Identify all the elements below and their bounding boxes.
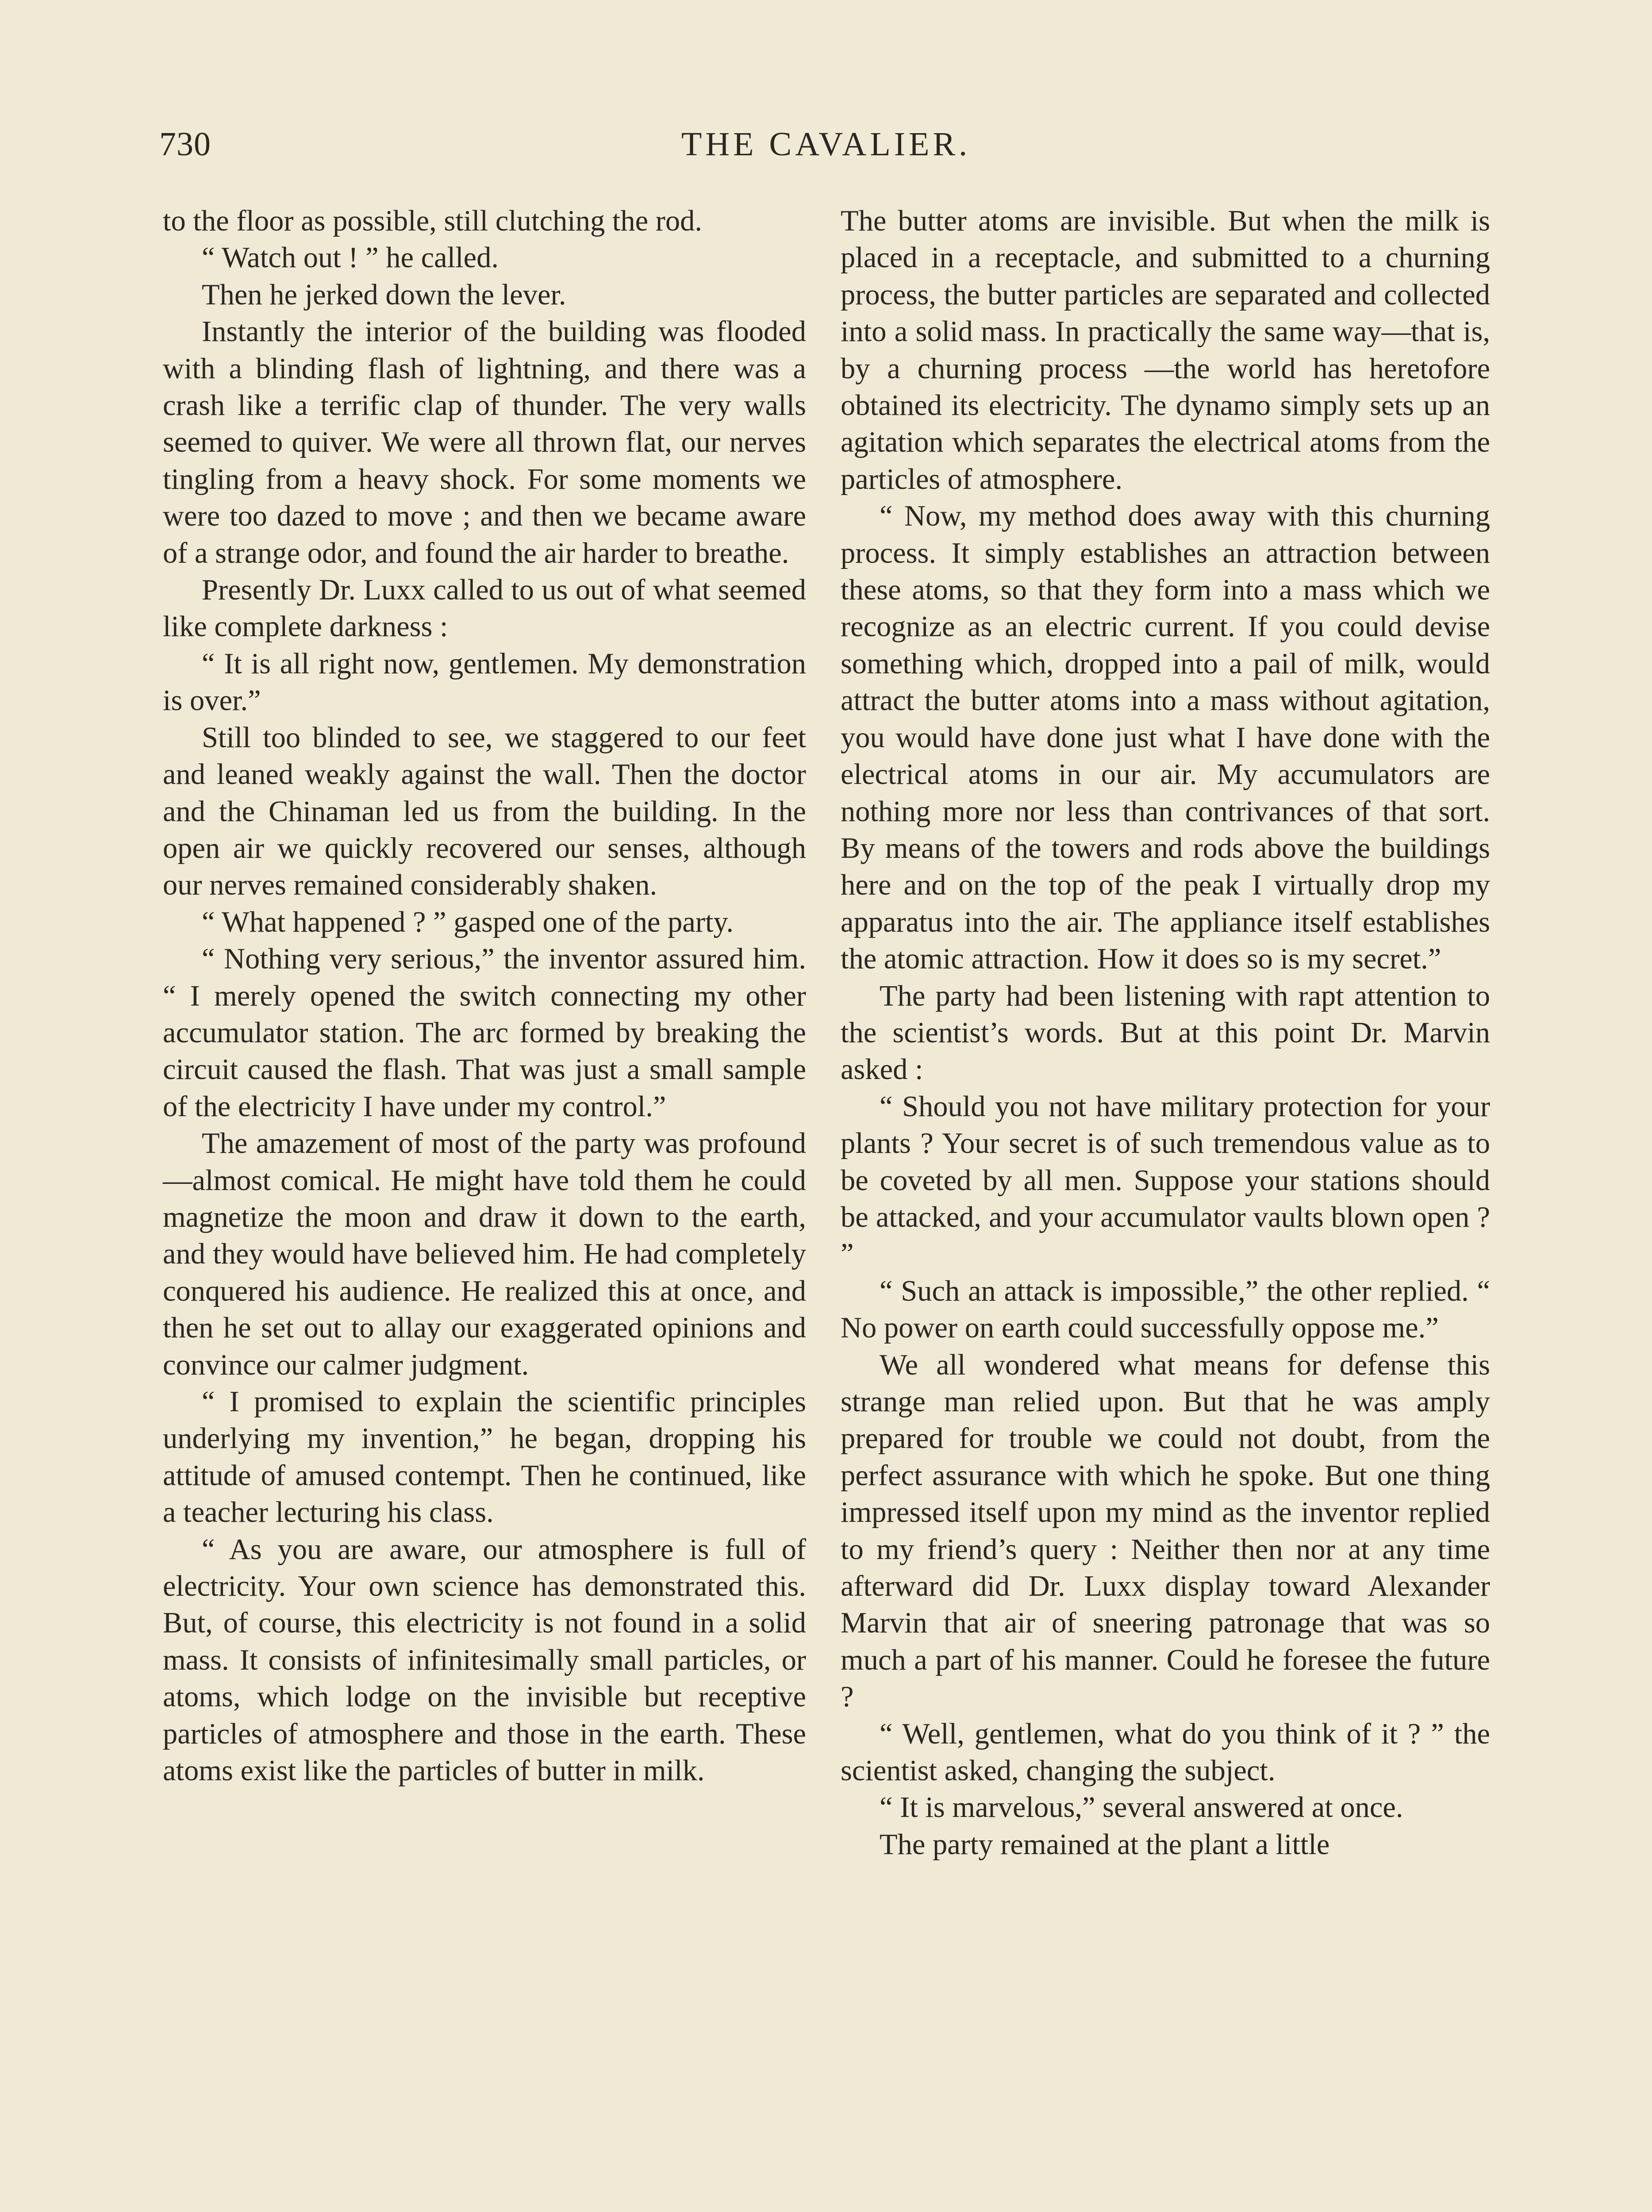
right-column [841, 203, 1490, 1863]
paragraph: to the floor as possible, still clutching the rod. [163, 205, 702, 237]
paragraph: “ Well, gentlemen, what do you think of it ? ” the scientist asked, changing the subject. [841, 1717, 1490, 1787]
paragraph: “ Such an attack is impossible,” the other replied. “ No power on earth could successfully oppose me.” [841, 1275, 1490, 1344]
paragraph: “ Nothing very serious,” the inventor assured him. “ I merely opened the switch connecting my other accumulator station. The arc formed by breaking the circuit caused the flash. That was just a small sample of the electricity I have under my control.” [163, 943, 806, 1123]
running-title: THE CAVALIER. [681, 126, 971, 163]
paragraph: Presently Dr. Luxx called to us out of what seemed like complete darkness : [163, 574, 806, 643]
paragraph: “ I promised to explain the scientific principles underlying my invention,” he began, dropping his attitude of amused contempt. Then he continued, like a teacher lecturing his class. [163, 1386, 806, 1529]
paragraph: “ Should you not have military protection for your plants ? Your secret is of such tremendous value as to be coveted by all men. Suppose your stations should be attacked, and your accumulator vaults blown open ? ” [841, 1090, 1490, 1271]
left-column [163, 203, 806, 1789]
paragraph: Instantly the interior of the building was flooded with a blinding flash of lightning, and there was a crash like a terrific clap of thunder. The very walls seemed to quiver. We were all thrown flat, our nerves tingling from a heavy shock. For some moments we were too dazed to move ; and then we became aware of a strange odor, and found the air harder to breathe. [163, 315, 806, 569]
paragraph: The party remained at the plant a little [880, 1828, 1330, 1861]
paragraph: The party had been listening with rapt attention to the scientist’s words. But at this point Dr. Marvin asked : [841, 979, 1490, 1086]
page-number: 730 [159, 126, 211, 163]
paragraph: “ Watch out ! ” he called. [202, 242, 499, 274]
paragraph: “ What happened ? ” gasped one of the party. [202, 906, 734, 938]
paragraph: “ Now, my method does away with this churning process. It simply establishes an attraction between these atoms, so that they form into a mass which we recognize as an electric current. If you could devise something which, dropped into a pail of milk, would attract the butter atoms into a mass without agitation, you would have done just what I have done with the electrical atoms in our air. My accumulators are nothing more nor less than contrivances of that sort. By means of the towers and rods above the buildings here and on the top of the peak I virtually drop my apparatus into the air. The appliance itself establishes the atomic attraction. How it does so is my secret.” [841, 500, 1490, 975]
paragraph: We all wondered what means for defense this strange man relied upon. But that he was amply prepared for trouble we could not doubt, from the perfect assurance with which he spoke. But one thing impressed itself upon my mind as the inventor replied to my friend’s query : Neither then nor at any time afterward did Dr. Luxx display toward Alexander Marvin that air of sneering patronage that was so much a part of his manner. Could he foresee the future ? [841, 1348, 1490, 1713]
paragraph: Then he jerked down the lever. [202, 278, 566, 311]
paragraph: Still too blinded to see, we staggered to our feet and leaned weakly against the wall. Then the doctor and the Chinaman led us from the building. In the open air we quickly recovered our senses, although our nerves remained considerably shaken. [163, 721, 806, 902]
paragraph: “ It is marvelous,” several answered at once. [880, 1791, 1403, 1824]
paragraph: “ It is all right now, gentlemen. My demonstration is over.” [163, 647, 806, 717]
paragraph: The amazement of most of the party was profound—almost comical. He might have told them he could magnetize the moon and draw it down to the earth, and they would have believed him. He had completely conquered his audience. He realized this at once, and then he set out to allay our exaggerated opinions and convince our calmer judgment. [163, 1127, 806, 1381]
paragraph: The butter atoms are invisible. But when the milk is placed in a receptacle, and submitted to a churning process, the butter particles are separated and collected into a solid mass. In practically the same way—that is, by a churning process —the world has heretofore obtained its electricity. The dynamo simply sets up an agitation which separates the electrical atoms from the particles of atmosphere. [841, 205, 1490, 495]
paragraph: “ As you are aware, our atmosphere is full of electricity. Your own science has demonstrated this. But, of course, this electricity is not found in a solid mass. It consists of infinitesimally small particles, or atoms, which lodge on the invisible but receptive particles of atmosphere and those in the earth. These atoms exist like the particles of butter in milk. [163, 1533, 806, 1787]
